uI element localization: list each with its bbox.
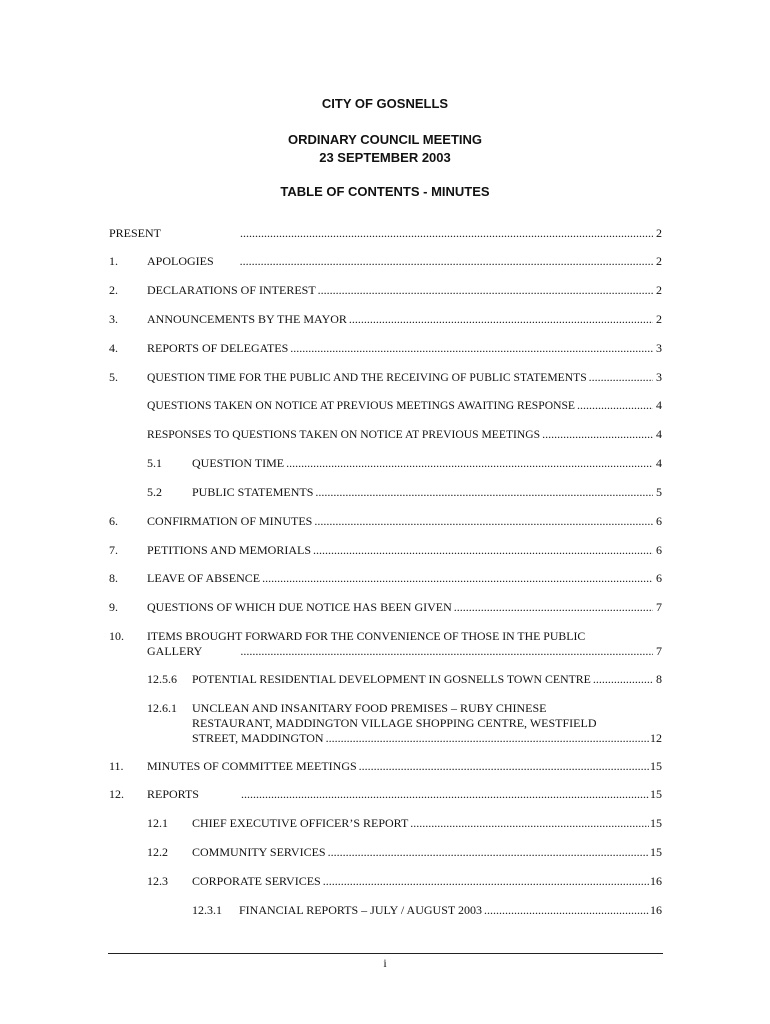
dot-leader — [318, 283, 653, 298]
toc-entry-label-line: GALLERY — [147, 644, 203, 658]
toc-entry-page: 15 — [650, 787, 662, 801]
toc-entry-label: CORPORATE SERVICES — [192, 874, 321, 888]
toc-entry-page: 15 — [650, 845, 662, 859]
dot-leader — [326, 731, 649, 746]
toc-entry-label: QUESTIONS OF WHICH DUE NOTICE HAS BEEN GIVEN — [147, 600, 452, 614]
toc-entry-label: QUESTION TIME FOR THE PUBLIC AND THE RECEIVING OF PUBLIC STATEMENTS — [147, 371, 587, 384]
dot-leader — [328, 845, 649, 860]
toc-entry-label: PETITIONS AND MEMORIALS — [147, 543, 312, 557]
toc-entry-number: 12.3 — [147, 874, 168, 888]
toc-entry-label: COMMUNITY SERVICES — [192, 845, 326, 859]
toc-entry-page: 5 — [656, 485, 662, 499]
dot-leader — [454, 600, 653, 615]
toc-entry-12-5-6[interactable] — [192, 672, 662, 687]
toc-entry-label: LEAVE OF ABSENCE — [147, 571, 261, 585]
toc-entry-page: 15 — [650, 759, 662, 773]
toc-entry-number: 2. — [109, 283, 118, 297]
toc-entry-label: CONFIRMATION OF MINUTES — [147, 514, 313, 528]
toc-entry-number: 6. — [109, 514, 118, 528]
toc-entry-5-2[interactable] — [192, 485, 662, 500]
toc-entry-items-forward[interactable] — [147, 629, 662, 659]
toc-entry-announcements[interactable] — [147, 312, 662, 327]
toc-entry-label: QUESTIONS TAKEN ON NOTICE AT PREVIOUS MEETINGS AWAITING RESPONSE — [147, 399, 575, 412]
toc-entry-12-6-1[interactable] — [192, 701, 662, 746]
dot-leader — [589, 370, 653, 385]
toc-entry-page: 2 — [656, 254, 662, 268]
toc-entry-page: 7 — [656, 644, 662, 658]
toc-entry-page: 2 — [656, 312, 662, 326]
toc-entry-label: FINANCIAL REPORTS – JULY / AUGUST 2003 — [239, 903, 482, 917]
dot-leader — [262, 571, 653, 586]
toc-entry-present[interactable] — [109, 226, 662, 241]
toc-entry-page: 16 — [650, 874, 662, 888]
toc-entry-number: 12. — [109, 787, 124, 801]
dot-leader — [577, 398, 653, 413]
toc-entry-page: 6 — [656, 514, 662, 528]
dot-leader — [542, 427, 653, 442]
toc-entry-number: 9. — [109, 600, 118, 614]
toc-entry-number: 4. — [109, 341, 118, 355]
toc-entry-label-line: UNCLEAN AND INSANITARY FOOD PREMISES – RUBY CHINESE — [192, 701, 547, 715]
toc-entry-label-line: STREET, MADDINGTON — [192, 731, 324, 745]
toc-entry-questions-awaiting[interactable] — [147, 398, 662, 413]
dot-leader — [593, 672, 653, 687]
dot-leader — [484, 903, 649, 918]
toc-entry-number: 12.5.6 — [147, 672, 177, 686]
toc-entry-number: 11. — [109, 759, 124, 773]
dot-leader — [240, 644, 653, 659]
meeting-date: 23 SEPTEMBER 2003 — [319, 150, 451, 165]
toc-entry-12-2[interactable] — [192, 845, 662, 860]
city-title: CITY OF GOSNELLS — [321, 96, 449, 111]
toc-entry-12-1[interactable] — [192, 816, 662, 831]
toc-entry-page: 4 — [656, 456, 662, 470]
toc-entry-number: 12.1 — [147, 816, 168, 830]
toc-entry-number: 10. — [109, 629, 124, 643]
toc-entry-label-line: ITEMS BROUGHT FORWARD FOR THE CONVENIENCE OF THOSE IN THE PUBLIC — [147, 629, 586, 643]
toc-entry-label: PUBLIC STATEMENTS — [192, 485, 314, 499]
dot-leader — [286, 456, 653, 471]
toc-entry-leave[interactable] — [147, 571, 662, 586]
toc-title: TABLE OF CONTENTS - MINUTES — [280, 184, 490, 199]
toc-entry-page: 6 — [656, 571, 662, 585]
dot-leader — [313, 543, 653, 558]
toc-entry-question-time-public[interactable] — [147, 370, 662, 385]
toc-entry-page: 8 — [656, 672, 662, 686]
toc-entry-page: 4 — [656, 427, 662, 441]
toc-entry-page: 4 — [656, 398, 662, 412]
toc-entry-label: PRESENT — [109, 226, 162, 240]
toc-entry-label: REPORTS — [147, 787, 199, 801]
toc-entry-12-3[interactable] — [192, 874, 662, 889]
dot-leader — [290, 341, 653, 356]
toc-entry-reports[interactable] — [147, 787, 662, 802]
toc-entry-number: 8. — [109, 571, 118, 585]
toc-entry-label: CHIEF EXECUTIVE OFFICER’S REPORT — [192, 816, 409, 830]
toc-entry-12-3-1[interactable] — [239, 903, 662, 918]
dot-leader — [315, 485, 653, 500]
meeting-title: ORDINARY COUNCIL MEETING — [287, 132, 483, 147]
toc-entry-label: DECLARATIONS OF INTEREST — [147, 283, 316, 297]
footer-divider — [108, 953, 663, 954]
toc-entry-notice-questions[interactable] — [147, 600, 662, 615]
toc-entry-committee-minutes[interactable] — [147, 759, 662, 774]
toc-entry-page: 7 — [656, 600, 662, 614]
toc-entry-declarations[interactable] — [147, 283, 662, 298]
toc-entry-delegates[interactable] — [147, 341, 662, 356]
toc-entry-confirmation[interactable] — [147, 514, 662, 529]
toc-entry-page: 6 — [656, 543, 662, 557]
toc-entry-number: 5.2 — [147, 485, 162, 499]
dot-leader — [314, 514, 653, 529]
dot-leader — [241, 787, 649, 802]
toc-entry-label: RESPONSES TO QUESTIONS TAKEN ON NOTICE AT PREVIOUS MEETINGS — [147, 428, 541, 441]
toc-entry-label: MINUTES OF COMMITTEE MEETINGS — [147, 759, 357, 773]
toc-entry-page: 12 — [650, 731, 662, 745]
toc-entry-apologies[interactable] — [147, 254, 662, 269]
toc-entry-number: 12.6.1 — [147, 701, 177, 715]
toc-entry-label: APOLOGIES — [147, 254, 214, 268]
dot-leader — [240, 254, 653, 269]
dot-leader — [240, 226, 653, 241]
toc-entry-number: 12.2 — [147, 845, 168, 859]
toc-entry-number: 5. — [109, 370, 118, 384]
toc-entry-number: 3. — [109, 312, 118, 326]
toc-entry-number: 7. — [109, 543, 118, 557]
toc-entry-label: ANNOUNCEMENTS BY THE MAYOR — [147, 312, 347, 326]
toc-entry-5-1[interactable] — [192, 456, 662, 471]
toc-entry-page: 16 — [650, 903, 662, 917]
dot-leader — [349, 312, 653, 327]
dot-leader — [359, 759, 649, 774]
toc-entry-page: 3 — [656, 370, 662, 384]
toc-entry-page: 3 — [656, 341, 662, 355]
toc-entry-page: 15 — [650, 816, 662, 830]
page-number: i — [383, 956, 387, 970]
toc-entry-label-line: RESTAURANT, MADDINGTON VILLAGE SHOPPING CENTRE, WESTFIELD — [192, 716, 597, 730]
dot-leader — [323, 874, 649, 889]
toc-entry-number: 1. — [109, 254, 118, 268]
toc-entry-label: REPORTS OF DELEGATES — [147, 341, 289, 355]
toc-entry-page: 2 — [656, 283, 662, 297]
toc-entry-label: QUESTION TIME — [192, 456, 285, 470]
toc-entry-page: 2 — [656, 226, 662, 240]
toc-entry-number: 5.1 — [147, 456, 162, 470]
toc-entry-responses[interactable] — [147, 427, 662, 442]
toc-entry-petitions[interactable] — [147, 543, 662, 558]
dot-leader — [410, 816, 649, 831]
toc-entry-label: POTENTIAL RESIDENTIAL DEVELOPMENT IN GOSNELLS TOWN CENTRE — [192, 672, 591, 686]
toc-entry-number: 12.3.1 — [192, 903, 222, 917]
